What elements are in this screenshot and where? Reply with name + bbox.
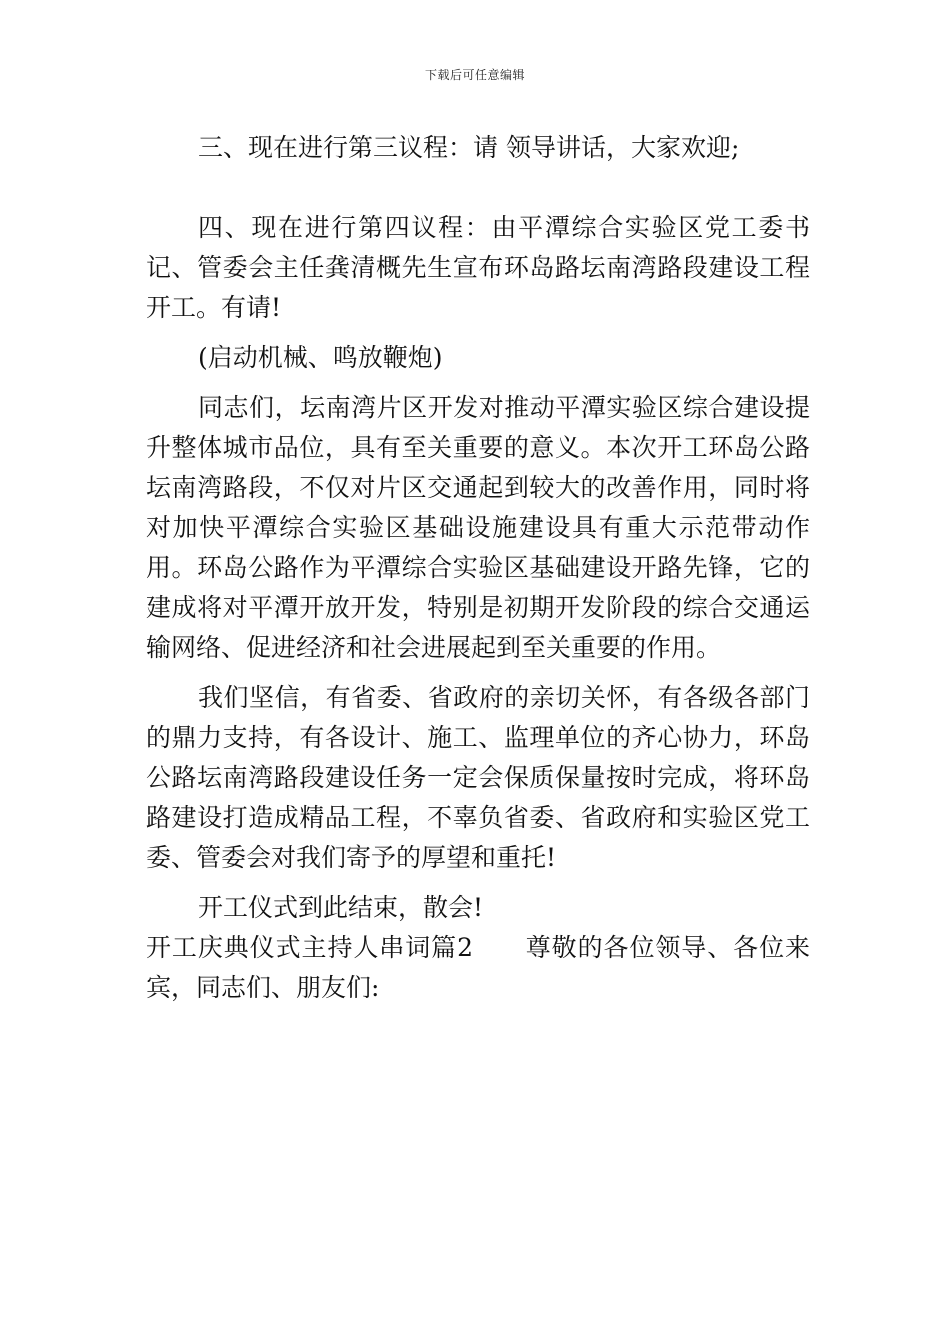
paragraph-agenda-three: 三、现在进行第三议程：请 领导讲话，大家欢迎; [198, 133, 740, 162]
paragraph-agenda-four: 四、现在进行第四议程：由平潭综合实验区党工委书记、管委会主任龚清概先生宣布环岛路坛南湾路段建设工程开工。有请! [146, 213, 810, 322]
header-note: 下载后可任意编辑 [424, 68, 525, 82]
paragraph-stage-direction: (启动机械、鸣放鞭炮) [198, 343, 443, 372]
paragraph-confidence: 我们坚信，有省委、省政府的亲切关怀，有各级各部门的鼎力支持，有各设计、施工、监理单位的齐心协力，环岛公路坛南湾路段建设任务一定会保质保量按时完成，将环岛路建设打造成精品工程，不辜负省委、省政府和实验区党工委、管委会对我们寄予的厚望和重托! [146, 683, 810, 872]
paragraph-section-two-opening: 开工庆典仪式主持人串词篇2 尊敬的各位领导、各位来宾，同志们、朋友们: [146, 933, 810, 1002]
document-body [146, 128, 810, 1008]
paragraph-closing: 开工仪式到此结束，散会! [198, 893, 484, 922]
paragraph-significance: 同志们，坛南湾片区开发对推动平潭实验区综合建设提升整体城市品位，具有至关重要的意义。本次开工环岛公路坛南湾路段，不仅对片区交通起到较大的改善作用，同时将对加快平潭综合实验区基础设施建设具有重大示范带动作用。环岛公路作为平潭综合实验区基础建设开路先锋，它的建成将对平潭开放开发，特别是初期开发阶段的综合交通运输网络、促进经济和社会进展起到至关重要的作用。 [146, 393, 810, 662]
